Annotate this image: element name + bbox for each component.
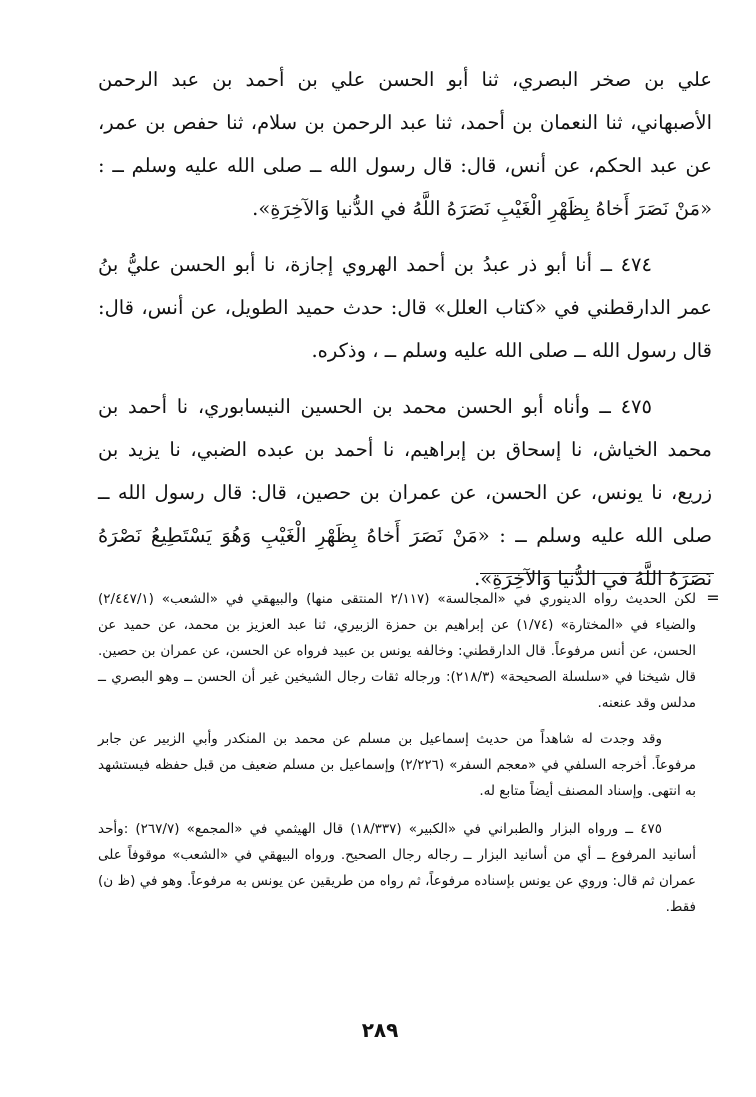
footnote-paragraph: لكن الحديث رواه الدينوري في «المجالسة» (٢/١١٧ المنتقى منها) والبيهقي في «الشعب» (٢/٤٤٧/١) والضياء في «المختارة» (١/٧٤) عن إبراهيم بن حمزة الزبيري، ثنا عبد العزيز بن محمد، عن حميد عن الحسن، عن أنس مرفوعاً. قال الدارقطني: وخالفه يونس بن عبيد فرواه عن الحسن، عن عمران بن حصين. قال شيخنا في «سلسلة الصحيحة» (٢١٨/٣): ورجاله ثقات رجال الشيخين غير أن الحسن ــ وهو البصري ــ مدلس وقد عنعنه.: [98, 591, 696, 711]
footnote-continuation-mark: =: [706, 588, 720, 607]
footnote-separator-line: [480, 573, 714, 574]
paragraph-hadith-473-continued: علي بن صخر البصري، ثنا أبو الحسن علي بن أحمد بن عبد الرحمن الأصبهاني، ثنا النعمان بن أحمد، ثنا عبد الرحمن بن سلام، ثنا حفص بن عمر، عن عبد الحكم، عن أنس، قال: قال رسول الله ــ صلى الله عليه وسلم ــ : «مَنْ نَصَرَ أَخاهُ بِظَهْرِ الْغَيْبِ نَصَرَهُ اللَّهُ في الدُّنيا وَالآخِرَةِ».: [98, 68, 712, 220]
paragraph-hadith-474: ٤٧٤ ــ أنا أبو ذر عبدُ بن أحمد الهروي إجازة، نا أبو الحسن عليُّ بنُ عمر الدارقطني في «كتاب العلل» قال: حدث حميد الطويل، عن أنس، قال: قال رسول الله ــ صلى الله عليه وسلم ــ ، وذكره.: [98, 253, 712, 362]
page-number: ٢٨٩: [361, 1018, 399, 1042]
paragraph-hadith-475: ٤٧٥ ــ وأناه أبو الحسن محمد بن الحسين النيسابوري، نا أحمد بن محمد الخياش، نا إسحاق بن إبراهيم، نا أحمد بن عبده الضبي، نا يزيد بن زريع، نا يونس، عن الحسن، عن عمران بن حصين، قال: قال رسول الله ــ صلى الله عليه وسلم ــ : «مَنْ نَصَرَ أَخاهُ بِظَهْرِ الْغَيْبِ وَهُوَ يَسْتَطِيعُ نَصْرَهُ نَصَرَهُ اللَّهُ في الدُّنيا وَالآخِرَةِ».: [98, 395, 712, 590]
footnotes-block: [98, 586, 696, 920]
footnote-paragraph: وقد وجدت له شاهداً من حديث إسماعيل بن مسلم عن محمد بن المنكدر وأبي الزبير عن جابر مرفوعاً. أخرجه السلفي في «معجم السفر» (٢/٢٢٦) وإسماعيل بن مسلم ضعيف من قبل حفظه فيستشهد به انتهى. وإسناد المصنف أيضاً متابع له.: [98, 731, 696, 799]
main-text-block: [98, 58, 712, 600]
footnote-paragraph-475: ٤٧٥ ــ ورواه البزار والطبراني في «الكبير» (١٨/٣٣٧) قال الهيثمي في «المجمع» (٢٦٧/٧) :وأحد أسانيد المرفوع ــ أي من أسانيد البزار ــ رجاله رجال الصحيح. ورواه البيهقي في «الشعب» موقوفاً على عمران ثم قال: وروي عن يونس بإسناده مرفوعاً، ثم رواه من طريقين عن يونس به مرفوعاً. وهو في (ظ ن) فقط.: [98, 821, 696, 915]
